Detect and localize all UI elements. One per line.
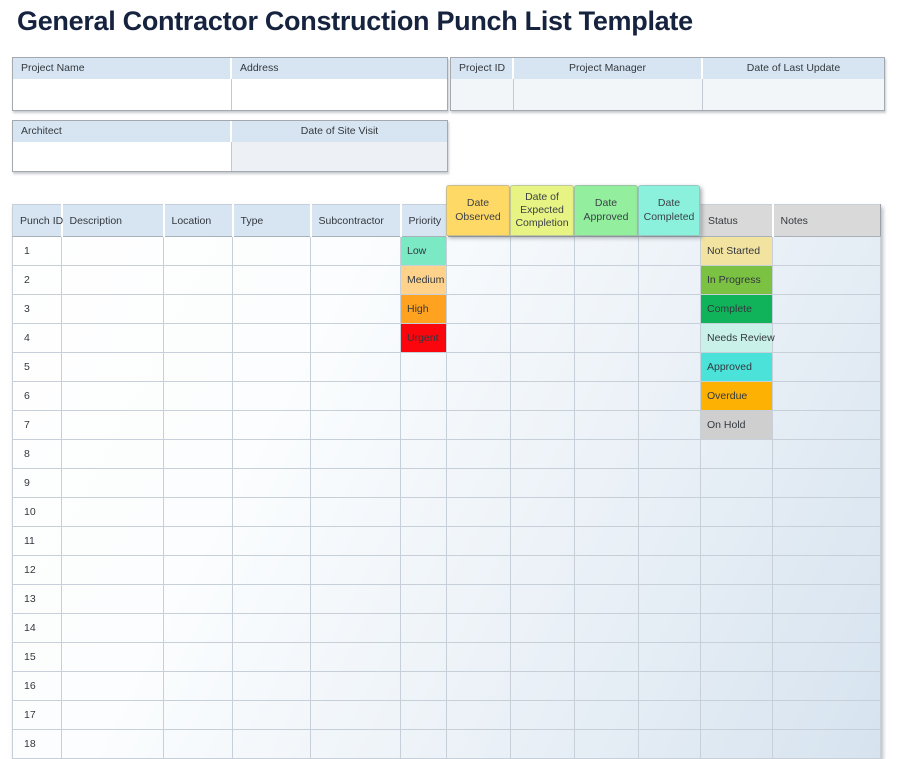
cell-status[interactable]	[701, 498, 773, 527]
cell-date-expected[interactable]	[511, 353, 575, 382]
column-header-punch-id: Punch ID	[13, 205, 62, 237]
cell-date-expected[interactable]	[511, 643, 575, 672]
table-row	[13, 585, 881, 614]
status-chip[interactable]: Needs Review	[701, 324, 773, 353]
cell-notes[interactable]	[773, 411, 881, 440]
cell-subcontractor[interactable]	[311, 701, 401, 730]
status-chip[interactable]: Complete	[701, 295, 773, 324]
table-row	[13, 411, 881, 440]
cell-type[interactable]	[233, 411, 311, 440]
cell-priority[interactable]	[401, 643, 447, 672]
cell-location[interactable]	[164, 324, 233, 353]
status-chip[interactable]: Not Started	[701, 237, 773, 266]
cell-type[interactable]	[233, 730, 311, 759]
cell-priority[interactable]	[401, 527, 447, 556]
cell-date-approved[interactable]	[575, 556, 639, 585]
row-number[interactable]: 16	[13, 672, 62, 701]
cell-date-approved[interactable]	[575, 498, 639, 527]
cell-date-completed[interactable]	[639, 498, 701, 527]
cell-location[interactable]	[164, 527, 233, 556]
cell-date-approved[interactable]	[575, 527, 639, 556]
cell-notes[interactable]	[773, 614, 881, 643]
cell-date-observed[interactable]	[447, 643, 511, 672]
cell-description[interactable]	[62, 527, 164, 556]
cell-date-expected[interactable]	[511, 295, 575, 324]
project-manager-value[interactable]	[514, 79, 703, 110]
cell-location[interactable]	[164, 672, 233, 701]
row-number[interactable]: 12	[13, 556, 62, 585]
cell-date-completed[interactable]	[639, 295, 701, 324]
cell-date-observed[interactable]	[447, 556, 511, 585]
cell-type[interactable]	[233, 295, 311, 324]
column-header-subcontractor: Subcontractor	[311, 205, 401, 237]
cell-description[interactable]	[62, 295, 164, 324]
table-row	[13, 643, 881, 672]
cell-notes[interactable]	[773, 353, 881, 382]
cell-notes[interactable]	[773, 527, 881, 556]
cell-subcontractor[interactable]	[311, 266, 401, 295]
cell-description[interactable]	[62, 469, 164, 498]
cell-notes[interactable]	[773, 266, 881, 295]
cell-description[interactable]	[62, 411, 164, 440]
project-name-label: Project Name	[13, 58, 232, 79]
cell-date-observed[interactable]	[447, 614, 511, 643]
cell-notes[interactable]	[773, 701, 881, 730]
cell-date-completed[interactable]	[639, 237, 701, 266]
cell-priority[interactable]	[401, 498, 447, 527]
cell-subcontractor[interactable]	[311, 643, 401, 672]
cell-notes[interactable]	[773, 469, 881, 498]
date-of-expected-completion-tab: Date of Expected Completion	[510, 185, 574, 236]
cell-date-completed[interactable]	[639, 353, 701, 382]
cell-priority[interactable]	[401, 701, 447, 730]
date-of-site-visit-label: Date of Site Visit	[300, 125, 379, 137]
row-number[interactable]: 9	[13, 469, 62, 498]
cell-date-approved[interactable]	[575, 730, 639, 759]
cell-date-observed[interactable]	[447, 411, 511, 440]
cell-notes[interactable]	[773, 556, 881, 585]
cell-type[interactable]	[233, 353, 311, 382]
cell-date-approved[interactable]	[575, 237, 639, 266]
table-row	[13, 614, 881, 643]
cell-date-observed[interactable]	[447, 266, 511, 295]
cell-location[interactable]	[164, 353, 233, 382]
cell-location[interactable]	[164, 469, 233, 498]
column-header-notes: Notes	[773, 205, 881, 237]
cell-date-observed[interactable]	[447, 730, 511, 759]
cell-date-completed[interactable]	[639, 527, 701, 556]
cell-subcontractor[interactable]	[311, 295, 401, 324]
cell-notes[interactable]	[773, 643, 881, 672]
cell-subcontractor[interactable]	[311, 411, 401, 440]
cell-date-completed[interactable]	[639, 672, 701, 701]
cell-type[interactable]	[233, 614, 311, 643]
table-row	[13, 440, 881, 469]
cell-location[interactable]	[164, 585, 233, 614]
cell-priority[interactable]	[401, 469, 447, 498]
cell-date-expected[interactable]	[511, 411, 575, 440]
cell-date-expected[interactable]	[511, 556, 575, 585]
cell-date-completed[interactable]	[639, 382, 701, 411]
project-id-label: Project ID	[451, 58, 514, 79]
cell-priority[interactable]	[401, 672, 447, 701]
cell-type[interactable]	[233, 498, 311, 527]
cell-description[interactable]	[62, 672, 164, 701]
cell-subcontractor[interactable]	[311, 672, 401, 701]
row-number[interactable]: 7	[13, 411, 62, 440]
cell-date-completed[interactable]	[639, 556, 701, 585]
cell-date-expected[interactable]	[511, 701, 575, 730]
table-row	[13, 353, 881, 382]
cell-type[interactable]	[233, 672, 311, 701]
cell-description[interactable]	[62, 730, 164, 759]
cell-priority[interactable]	[401, 382, 447, 411]
cell-type[interactable]	[233, 382, 311, 411]
table-row	[13, 382, 881, 411]
cell-date-approved[interactable]	[575, 469, 639, 498]
cell-location[interactable]	[164, 643, 233, 672]
cell-date-expected[interactable]	[511, 730, 575, 759]
date-of-last-update-value[interactable]	[703, 79, 884, 110]
cell-location[interactable]	[164, 295, 233, 324]
cell-status[interactable]	[701, 643, 773, 672]
cell-date-completed[interactable]	[639, 266, 701, 295]
table-row	[13, 324, 881, 353]
cell-description[interactable]	[62, 585, 164, 614]
cell-description[interactable]	[62, 440, 164, 469]
cell-date-observed[interactable]	[447, 469, 511, 498]
cell-priority[interactable]	[401, 730, 447, 759]
cell-type[interactable]	[233, 701, 311, 730]
cell-date-completed[interactable]	[639, 585, 701, 614]
table-row	[13, 237, 881, 266]
date-of-last-update-label: Date of Last Update	[746, 62, 841, 74]
cell-subcontractor[interactable]	[311, 237, 401, 266]
cell-location[interactable]	[164, 614, 233, 643]
punch-list-table-section	[12, 185, 880, 759]
cell-date-approved[interactable]	[575, 585, 639, 614]
cell-subcontractor[interactable]	[311, 527, 401, 556]
row-number[interactable]: 10	[13, 498, 62, 527]
cell-date-observed[interactable]	[447, 324, 511, 353]
status-chip[interactable]: On Hold	[701, 411, 773, 440]
cell-date-approved[interactable]	[575, 411, 639, 440]
architect-label: Architect	[13, 121, 232, 142]
cell-date-approved[interactable]	[575, 324, 639, 353]
row-number[interactable]: 18	[13, 730, 62, 759]
cell-description[interactable]	[62, 237, 164, 266]
priority-chip[interactable]: Urgent	[401, 324, 447, 353]
priority-chip[interactable]: High	[401, 295, 447, 324]
cell-date-completed[interactable]	[639, 643, 701, 672]
cell-subcontractor[interactable]	[311, 353, 401, 382]
cell-date-observed[interactable]	[447, 353, 511, 382]
cell-date-expected[interactable]	[511, 266, 575, 295]
cell-description[interactable]	[62, 614, 164, 643]
cell-date-expected[interactable]	[511, 382, 575, 411]
cell-type[interactable]	[233, 469, 311, 498]
cell-description[interactable]	[62, 701, 164, 730]
cell-priority[interactable]	[401, 353, 447, 382]
cell-type[interactable]	[233, 556, 311, 585]
column-header-type: Type	[233, 205, 311, 237]
row-number[interactable]: 5	[13, 353, 62, 382]
cell-notes[interactable]	[773, 498, 881, 527]
status-chip[interactable]: In Progress	[701, 266, 773, 295]
date-observed-tab: Date Observed	[446, 185, 510, 236]
cell-subcontractor[interactable]	[311, 730, 401, 759]
cell-subcontractor[interactable]	[311, 614, 401, 643]
cell-notes[interactable]	[773, 672, 881, 701]
cell-location[interactable]	[164, 556, 233, 585]
cell-date-expected[interactable]	[511, 585, 575, 614]
table-row	[13, 498, 881, 527]
cell-date-completed[interactable]	[639, 614, 701, 643]
status-chip[interactable]: Overdue	[701, 382, 773, 411]
cell-subcontractor[interactable]	[311, 440, 401, 469]
cell-date-expected[interactable]	[511, 527, 575, 556]
row-number[interactable]: 1	[13, 237, 62, 266]
cell-notes[interactable]	[773, 237, 881, 266]
cell-priority[interactable]	[401, 614, 447, 643]
project-manager-label: Project Manager	[514, 58, 703, 79]
row-number[interactable]: 6	[13, 382, 62, 411]
column-header-priority: Priority	[401, 205, 447, 237]
cell-date-approved[interactable]	[575, 295, 639, 324]
cell-date-observed[interactable]	[447, 237, 511, 266]
cell-type[interactable]	[233, 527, 311, 556]
table-row	[13, 556, 881, 585]
cell-status[interactable]	[701, 585, 773, 614]
cell-status[interactable]	[701, 614, 773, 643]
cell-status[interactable]	[701, 527, 773, 556]
cell-date-expected[interactable]	[511, 672, 575, 701]
cell-type[interactable]	[233, 324, 311, 353]
cell-status[interactable]	[701, 469, 773, 498]
cell-date-approved[interactable]	[575, 614, 639, 643]
cell-date-completed[interactable]	[639, 469, 701, 498]
cell-notes[interactable]	[773, 440, 881, 469]
cell-notes[interactable]	[773, 585, 881, 614]
row-number[interactable]: 11	[13, 527, 62, 556]
priority-chip[interactable]: Low	[401, 237, 447, 266]
cell-notes[interactable]	[773, 730, 881, 759]
cell-date-completed[interactable]	[639, 730, 701, 759]
cell-type[interactable]	[233, 585, 311, 614]
cell-location[interactable]	[164, 266, 233, 295]
column-header-status: Status	[701, 205, 773, 237]
cell-notes[interactable]	[773, 295, 881, 324]
cell-date-expected[interactable]	[511, 614, 575, 643]
cell-priority[interactable]	[401, 411, 447, 440]
cell-description[interactable]	[62, 643, 164, 672]
page-title: General Contractor Construction Punch List Template	[17, 6, 693, 36]
table-row	[13, 672, 881, 701]
row-number[interactable]: 14	[13, 614, 62, 643]
cell-location[interactable]	[164, 730, 233, 759]
address-value[interactable]	[232, 79, 447, 110]
cell-location[interactable]	[164, 498, 233, 527]
cell-date-approved[interactable]	[575, 382, 639, 411]
cell-priority[interactable]	[401, 556, 447, 585]
table-row	[13, 527, 881, 556]
cell-subcontractor[interactable]	[311, 324, 401, 353]
cell-date-observed[interactable]	[447, 672, 511, 701]
date-of-site-visit-value[interactable]	[232, 142, 447, 171]
cell-date-completed[interactable]	[639, 440, 701, 469]
cell-date-completed[interactable]	[639, 701, 701, 730]
cell-date-observed[interactable]	[447, 295, 511, 324]
cell-subcontractor[interactable]	[311, 498, 401, 527]
cell-date-expected[interactable]	[511, 324, 575, 353]
architect-block	[12, 120, 448, 172]
cell-type[interactable]	[233, 643, 311, 672]
cell-description[interactable]	[62, 556, 164, 585]
project-name-value[interactable]	[13, 79, 232, 110]
cell-date-expected[interactable]	[511, 237, 575, 266]
status-chip[interactable]: Approved	[701, 353, 773, 382]
row-number[interactable]: 3	[13, 295, 62, 324]
cell-date-observed[interactable]	[447, 440, 511, 469]
cell-date-observed[interactable]	[447, 585, 511, 614]
cell-date-observed[interactable]	[447, 701, 511, 730]
cell-location[interactable]	[164, 237, 233, 266]
cell-date-completed[interactable]	[639, 411, 701, 440]
row-number[interactable]: 2	[13, 266, 62, 295]
cell-date-observed[interactable]	[447, 498, 511, 527]
cell-date-approved[interactable]	[575, 701, 639, 730]
column-header-location: Location	[164, 205, 233, 237]
project-meta-block	[450, 57, 885, 111]
cell-date-approved[interactable]	[575, 440, 639, 469]
cell-notes[interactable]	[773, 324, 881, 353]
table-row	[13, 730, 881, 759]
cell-priority[interactable]	[401, 585, 447, 614]
cell-type[interactable]	[233, 440, 311, 469]
table-row	[13, 701, 881, 730]
table-row	[13, 469, 881, 498]
cell-status[interactable]	[701, 730, 773, 759]
cell-description[interactable]	[62, 498, 164, 527]
cell-date-approved[interactable]	[575, 643, 639, 672]
row-number[interactable]: 13	[13, 585, 62, 614]
cell-date-approved[interactable]	[575, 672, 639, 701]
cell-location[interactable]	[164, 440, 233, 469]
address-label: Address	[240, 62, 279, 74]
project-id-value[interactable]	[451, 79, 514, 110]
cell-subcontractor[interactable]	[311, 382, 401, 411]
date-approved-tab: Date Approved	[574, 185, 638, 236]
punch-list-table	[12, 204, 881, 759]
cell-type[interactable]	[233, 237, 311, 266]
cell-location[interactable]	[164, 382, 233, 411]
cell-location[interactable]	[164, 411, 233, 440]
cell-date-approved[interactable]	[575, 266, 639, 295]
cell-type[interactable]	[233, 266, 311, 295]
priority-chip[interactable]: Medium	[401, 266, 447, 295]
cell-date-approved[interactable]	[575, 353, 639, 382]
cell-status[interactable]	[701, 672, 773, 701]
cell-subcontractor[interactable]	[311, 469, 401, 498]
cell-date-observed[interactable]	[447, 382, 511, 411]
cell-date-expected[interactable]	[511, 440, 575, 469]
cell-date-observed[interactable]	[447, 527, 511, 556]
cell-subcontractor[interactable]	[311, 585, 401, 614]
date-completed-tab: Date Completed	[638, 185, 700, 236]
row-number[interactable]: 15	[13, 643, 62, 672]
row-number[interactable]: 4	[13, 324, 62, 353]
cell-description[interactable]	[62, 382, 164, 411]
project-info-block	[12, 57, 448, 111]
row-number[interactable]: 17	[13, 701, 62, 730]
cell-priority[interactable]	[401, 440, 447, 469]
cell-date-expected[interactable]	[511, 469, 575, 498]
row-number[interactable]: 8	[13, 440, 62, 469]
cell-description[interactable]	[62, 266, 164, 295]
architect-value[interactable]	[13, 142, 232, 171]
cell-status[interactable]	[701, 440, 773, 469]
cell-description[interactable]	[62, 324, 164, 353]
table-row	[13, 266, 881, 295]
cell-location[interactable]	[164, 701, 233, 730]
table-row	[13, 295, 881, 324]
cell-subcontractor[interactable]	[311, 556, 401, 585]
cell-status[interactable]	[701, 556, 773, 585]
cell-date-expected[interactable]	[511, 498, 575, 527]
cell-date-completed[interactable]	[639, 324, 701, 353]
cell-notes[interactable]	[773, 382, 881, 411]
cell-description[interactable]	[62, 353, 164, 382]
cell-status[interactable]	[701, 701, 773, 730]
column-header-description: Description	[62, 205, 164, 237]
